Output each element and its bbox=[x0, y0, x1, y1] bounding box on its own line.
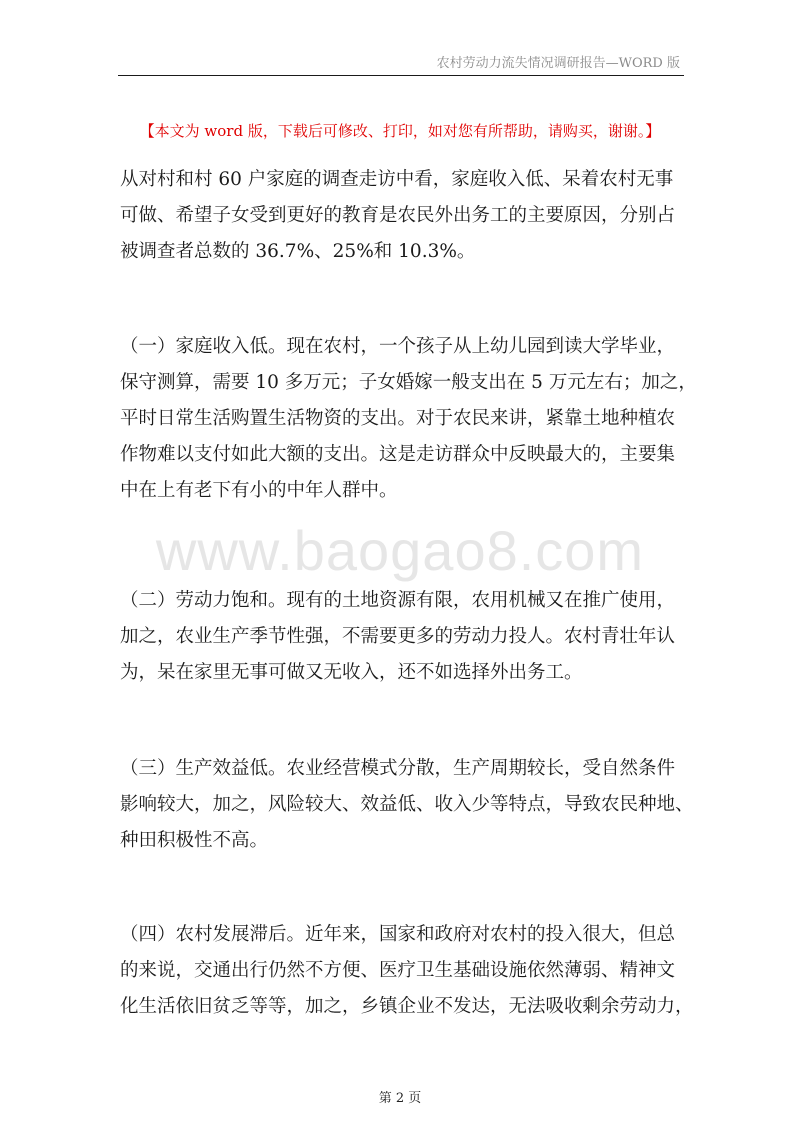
paragraph-line: 可做、希望子女受到更好的教育是农民外出务工的主要原因，分别占 bbox=[120, 205, 676, 226]
paragraph-line: 加之，农业生产季节性强，不需要更多的劳动力投人。农村青壮年认 bbox=[120, 626, 676, 647]
paragraph-line: （一）家庭收入低。现在农村，一个孩子从上幼儿园到读大学毕业， bbox=[120, 336, 676, 357]
paragraph-line: 影响较大，加之，风险较大、效益低、收入少等特点，导致农民种地、 bbox=[120, 794, 694, 815]
paragraph-low-efficiency bbox=[120, 751, 700, 859]
paragraph-line: 保守测算，需要 10 多万元；子女婚嫁一般支出在 5 万元左右；加之， bbox=[120, 372, 697, 393]
paragraph-low-income bbox=[120, 329, 700, 509]
paragraph-line: 种田积极性不高。 bbox=[120, 830, 269, 851]
paragraph-line: 从对村和村 60 户家庭的调查走访中看，家庭收入低、呆着农村无事 bbox=[120, 169, 674, 190]
site-watermark: www.baogao8.com bbox=[155, 519, 645, 582]
paragraph-line: （四）农村发展滞后。近年来，国家和政府对农村的投入很大，但总 bbox=[120, 924, 676, 945]
paragraph-rural-development bbox=[120, 917, 700, 1025]
page-number: 第 2 页 bbox=[378, 1091, 422, 1106]
paragraph-line: （二）劳动力饱和。现有的土地资源有限，农用机械又在推广使用， bbox=[120, 590, 676, 611]
paragraph-line: 的来说，交通出行仍然不方便、医疗卫生基础设施依然薄弱、精神文 bbox=[120, 960, 676, 981]
paragraph-line: 作物难以支付如此大额的支出。这是走访群众中反映最大的，主要集 bbox=[120, 444, 676, 465]
paragraph-line: 被调查者总数的 36.7%、25%和 10.3%。 bbox=[120, 241, 476, 262]
paragraph-line: （三）生产效益低。农业经营模式分散，生产周期较长，受自然条件 bbox=[120, 758, 676, 779]
header-divider bbox=[118, 75, 684, 76]
paragraph-intro bbox=[120, 162, 700, 270]
running-header: 农村劳动力流失情况调研报告—WORD 版 bbox=[436, 56, 680, 71]
paragraph-line: 化生活依旧贫乏等等，加之，乡镇企业不发达，无法吸收剩余劳动力， bbox=[120, 996, 694, 1017]
paragraph-line: 为，呆在家里无事可做又无收入，还不如选择外出务工。 bbox=[120, 662, 583, 683]
download-notice: 【本文为 word 版，下载后可修改、打印，如对您有所帮助，请购买，谢谢。】 bbox=[139, 122, 661, 140]
paragraph-line: 平时日常生活购置生活物资的支出。对于农民来讲，紧靠土地种植农 bbox=[120, 408, 676, 429]
paragraph-line: 中在上有老下有小的中年人群中。 bbox=[120, 480, 398, 501]
paragraph-labor-saturation bbox=[120, 583, 700, 691]
